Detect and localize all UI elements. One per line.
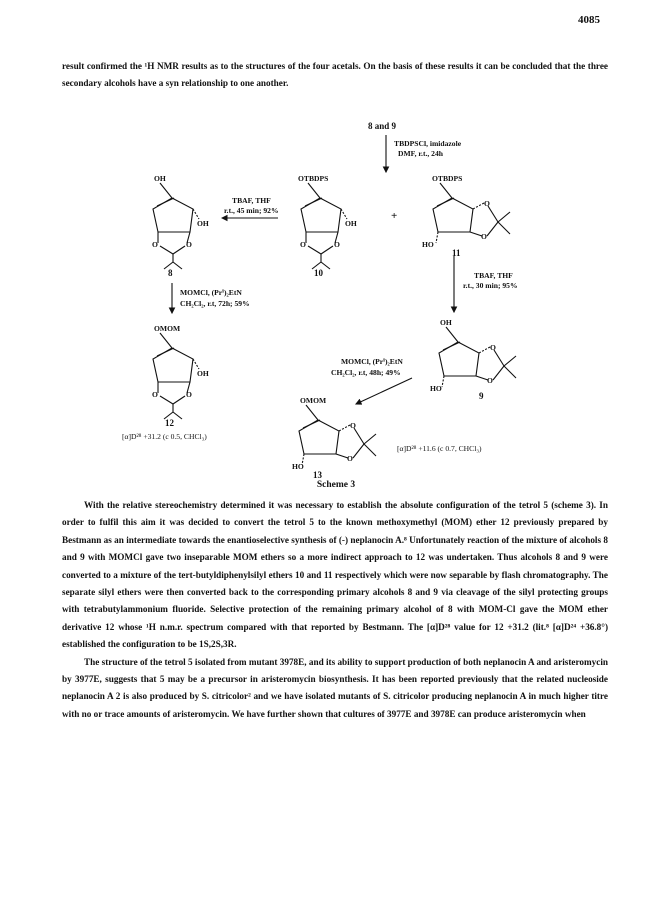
compound-number-9: 9: [479, 391, 484, 401]
structure-10: [301, 183, 347, 269]
scheme-caption: Scheme 3: [316, 480, 356, 490]
atom-label-ho: HO: [422, 240, 434, 249]
structure-13: [299, 405, 376, 465]
atom-label-o: O: [152, 390, 158, 399]
atom-label-o: O: [347, 454, 353, 463]
reagent-step1-line1: TBDPSCl, imidazole: [394, 139, 462, 148]
reagent-step2-line1: TBAF, THF: [232, 196, 271, 205]
structure-8: [153, 183, 199, 269]
atom-label-o: O: [186, 240, 192, 249]
rotation-12: [α]D²⁸ +31.2 (c 0.5, CHCl₃): [122, 432, 207, 441]
atom-label-ho: HO: [430, 384, 442, 393]
rotation-13: [α]D²⁸ +11.6 (c 0.7, CHCl₃): [397, 444, 482, 453]
plus-sign: +: [391, 210, 398, 222]
structure-9: [439, 327, 516, 387]
structure-12: [153, 333, 199, 419]
intro-paragraph: result confirmed the ¹H NMR results as to the structures of the four acetals. On the basis of these results it can be concluded that the three secondary alcohols have a syn relationship to one another.: [62, 61, 608, 88]
reagent-step3-line2: r.t., 30 min; 95%: [463, 281, 518, 290]
atom-label-oh: OH: [197, 219, 209, 228]
atom-label-o: O: [334, 240, 340, 249]
compound-number-13: 13: [313, 470, 322, 480]
reagent-step5-line2: CH₂Cl₂, r.t, 48h; 49%: [331, 368, 401, 377]
reagent-step2-line2: r.t., 45 min; 92%: [224, 206, 279, 215]
reagent-step4-line1: MOMCl, (Prⁱ)₂EtN: [180, 288, 242, 297]
atom-label-omom: OMOM: [154, 324, 181, 333]
arrow-9-to-13: [356, 378, 412, 404]
reagent-step3-line1: TBAF, THF: [474, 271, 513, 280]
atom-label-o: O: [350, 421, 356, 430]
compound-number-8: 8: [168, 268, 173, 278]
atom-label-o: O: [484, 199, 490, 208]
body-paragraph-1: With the relative stereochemistry determined it was necessary to establish the absolute configuration of the tetrol 5 (scheme 3). In order to fulfil this aim it was decided to convert the tetrol 5 to the known methoxymethyl (MOM) ether 12 previously prepared by Bestmann as an intermediate towards the enantioselective synthesis of (-) neplanocin A.⁸ Unfortunately reaction of the mixture of alcohols 8 and 9 with MOMCl gave two inseparable MOM ethers so a more indirect approach to 12 was undertaken. Thus alcohols 8 and 9 were converted to a mixture of the tert-butyldiphenylsilyl ethers 10 and 11 respectively which were now separable by flash chromatography. The separate silyl ethers were then converted back to the corresponding primary alcohols 8 and 9 via cleavage of the silyl protecting groups with tetrabutylammonium fluoride. Selective protection of the remaining primary alcohol of 8 with MOM-Cl gave the MOM ether derivative 12 whose ¹H n.m.r. spectrum compared with that reported by Bestmann. The [α]D²⁸ value for 12 +31.2 (lit.⁸ [α]D²⁴ +36.8°) established the configuration to be 1S,2S,3R.: [62, 500, 608, 650]
body-text: [62, 497, 608, 723]
atom-label-omom: OMOM: [300, 396, 327, 405]
body-paragraph-2: The structure of the tetrol 5 isolated from mutant 3978E, and its ability to support production of both neplanocin A and aristeromycin by 3977E, suggests that 5 may be a precursor in aristeromycin biosynthesis. It has been reported previously that the related nucleoside neplanocin A 2 is also produced by S. citricolor² and we have isolated mutants of S. citricolor producing neplanocin A in much higher titre with no or trace amounts of aristeromycin. We have further shown that cultures of 3977E and 3978E can produce aristeromycin when: [62, 656, 608, 719]
page-number: 4085: [578, 14, 600, 26]
start-label: 8 and 9: [368, 121, 397, 131]
atom-label-o: O: [152, 240, 158, 249]
compound-number-11: 11: [452, 248, 461, 258]
atom-label-oh: OH: [154, 174, 166, 183]
atom-label-oh: OH: [345, 219, 357, 228]
reagent-step5-line1: MOMCl, (Prⁱ)₂EtN: [341, 357, 403, 366]
atom-label-o: O: [300, 240, 306, 249]
reagent-step4-line2: CH₂Cl₂, r.t, 72h; 59%: [180, 299, 250, 308]
compound-number-12: 12: [165, 418, 174, 428]
atom-label-o: O: [490, 343, 496, 352]
atom-label-o: O: [481, 232, 487, 241]
atom-label-oh: OH: [197, 369, 209, 378]
atom-label-otbdps: OTBDPS: [432, 174, 463, 183]
atom-label-ho: HO: [292, 462, 304, 471]
atom-label-oh: OH: [440, 318, 452, 327]
atom-label-o: O: [487, 376, 493, 385]
structure-11: [433, 183, 510, 243]
atom-label-otbdps: OTBDPS: [298, 174, 329, 183]
compound-number-10: 10: [314, 268, 323, 278]
reagent-step1-line2: DMF, r.t., 24h: [398, 149, 444, 158]
atom-label-o: O: [186, 390, 192, 399]
